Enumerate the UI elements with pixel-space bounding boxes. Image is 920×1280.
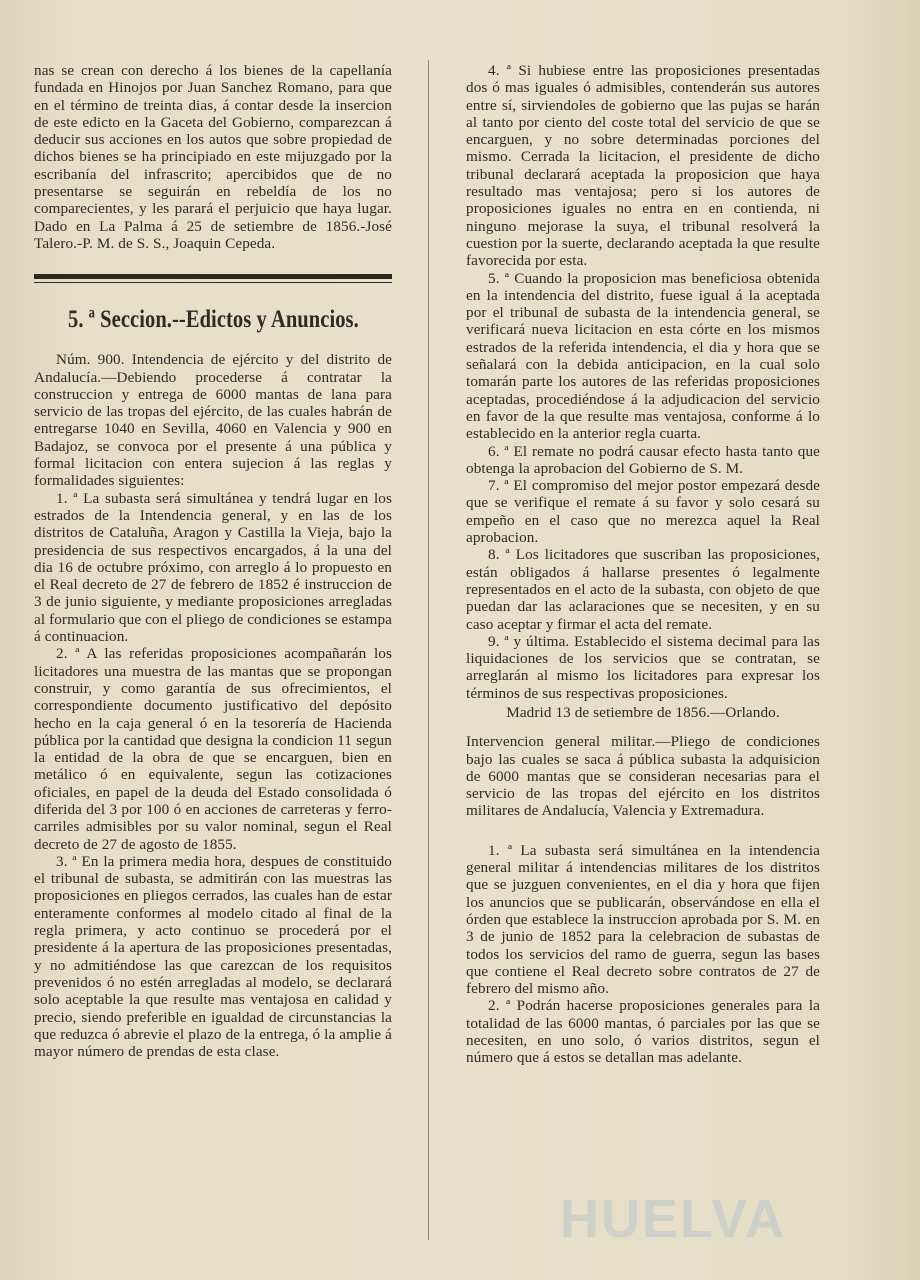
rule-7: 7. ª El compromiso del mejor postor empezará desde que se verifique el remate á su favor y solo cesará su empeño en el caso que no merezca aquel la Real aprobacion. — [466, 477, 820, 547]
conditions-heading: Intervencion general militar.—Pliego de condiciones bajo las cuales se saca á pública subasta la adquisicion de 6000 mantas que se consideran necesarias para el servicio de las tropas del ejército en los distritos militares de Andalucía, Valencia y Extremadura. — [466, 733, 820, 820]
rule-8: 8. ª Los licitadores que suscriban las proposiciones, están obligados á hallarse presentes ó legalmente representados en el acto de la subasta, con objeto de que puedan dar las aclaraciones que se necesiten, y en su caso aceptar y firmar el acta del remate. — [466, 546, 820, 633]
section-rule-thin — [34, 282, 392, 283]
section-title: 5. ª Seccion.--Edictos y Anuncios. — [68, 306, 359, 334]
condition-2: 2. ª Podrán hacerse proposiciones generales para la totalidad de las 6000 mantas, ó parciales por las que se necesiten, en uno solo, ó varios distritos, segun el número que á estos se detallan mas adelante. — [466, 997, 820, 1067]
condition-1: 1. ª La subasta será simultánea en la intendencia general militar á intendencias militares de los distritos que se juzguen convenientes, en el dia y hora que fijen los anuncios que se publicarán, observándose en ella el órden que establece la instruccion aprobada por S. M. en 3 de junio de 1852 para la celebracion de subastas de todos los servicios del ramo de guerra, segun las bases que contiene el Real decreto sobre contratos de 27 de febrero del mismo año. — [466, 841, 820, 998]
rule-9: 9. ª y última. Establecido el sistema decimal para las liquidaciones de los servicios que se contratan, se arreglarán al mismo los licitadores para expresar los términos de sus respectivas proposiciones. — [466, 632, 820, 702]
rule-3: 3. ª En la primera media hora, despues de constituido el tribunal de subasta, se admitirán con las muestras las proposiciones en pliegos cerrados, las cuales han de estar enteramente conformes al modelo citado al final de la regla primera, y acto continuo se procederá por el presidente á la apertura de las proposiciones presentadas, y no admitiéndose las que carezcan de los requisitos prevenidos ó no estén arregladas al modelo, se declarará solo aceptable la que resulte mas ventajosa en calidad y precio, siendo preferible en igualdad de circunstancias la que reduzca ó abrevie el plazo de la entrega, ó la amplie á mayor número de prendas de esta clase. — [34, 852, 392, 1061]
rule-4: 4. ª Si hubiese entre las proposiciones presentadas dos ó mas iguales ó admisibles, contenderán sus autores entre sí, sirviendoles de gobierno que las pujas se harán al tanto por ciento del coste total del servicio de que se encarguen, y no sobre determinadas porciones del mismo. Cerrada la licitacion, el presidente de dicho tribunal declarará aceptada la proposicion que haya resultado mas ventajosa; pero si los autores de proposiciones iguales no entra en en contienda, ni ninguno mejorase la suya, el tribunal resolverá la cuestion por la suerte, declarando aceptada la que resulte favorecida por esta. — [466, 62, 820, 270]
archive-watermark: HUELVA — [560, 1189, 786, 1249]
signature-line: Madrid 13 de setiembre de 1856.—Orlando. — [506, 703, 780, 721]
right-column — [466, 62, 820, 1067]
rule-1: 1. ª La subasta será simultánea y tendrá lugar en los estrados de la Intendencia general, y en las de los distritos de Cataluña, Aragon y Castilla la Vieja, bajo la presidencia de sus respectivos encargados, á la una del dia 16 de octubre próximo, con arreglo á lo propuesto en el Real decreto de 27 de febrero de 1852 é instruccion de 3 de junio siguiente, y mediante proposiciones arregladas al formulario que con el pliego de condiciones se estampa á continuacion. — [34, 489, 392, 646]
column-divider — [428, 60, 429, 1240]
edict-continuation: nas se crean con derecho á los bienes de la capellanía fundada en Hinojos por Juan Sanchez Romano, para que en el término de treinta dias, á contar desde la insercion de este edicto en la Gaceta del Gobierno, comparezcan á deducir sus acciones en los autos que sobre propiedad de dichos bienes se ha principiado en este mijuzgado por la escribanía del infrascrito; apercibidos que de no presentarse se seguirán en rebeldía de los no comparecientes, y les parará el perjuicio que haya lugar. Dado en La Palma á 25 de setiembre de 1856.-José Talero.-P. M. de S. S., Joaquin Cepeda. — [34, 62, 392, 252]
notice-intro: Núm. 900. Intendencia de ejército y del distrito de Andalucía.—Debiendo procederse á contratar la construccion y entrega de 6000 mantas de lana para servicio de las tropas del ejército, de las cuales habrán de entregarse 1040 en Sevilla, 4060 en Valencia y 900 en Badajoz, se convoca por el presente á una pública y formal licitacion con entera sujecion á las reglas y formalidades siguientes: — [34, 351, 392, 490]
rule-2: 2. ª A las referidas proposiciones acompañarán los licitadores una muestra de las mantas que se propongan construir, y como garantía de sus ofrecimientos, el correspondiente documento justificativo del depósito hecho en la caja general ó en la tesorería de Hacienda pública por la cantidad que designa la condicion 11 segun la entidad de la obra de que se encarguen, bien en metálico ó en equivalente, segun las cotizaciones oficiales, en papel de la deuda del Estado consolidada ó diferida del 3 por 100 ó en acciones de carreteras y ferro-carriles admisibles por su valor nominal, segun el Real decreto de 27 de agosto de 1855. — [34, 645, 392, 853]
section-rule-thick — [34, 274, 392, 279]
spacer — [466, 820, 820, 842]
left-column — [34, 62, 392, 1060]
rule-6: 6. ª El remate no podrá causar efecto hasta tanto que obtenga la aprobacion del Gobierno de S. M. — [466, 442, 820, 477]
rule-5: 5. ª Cuando la proposicion mas beneficiosa obtenida en la intendencia del distrito, fuese igual á la aceptada por el tribunal de subasta de la intendencia general, se verificará nueva licitacion en esta córte en los mismos estrados de la referida intendencia, el dia y hora que se señalará con la debida anticipacion, en la cual solo tomarán parte los autores de las referidas proposiciones aceptadas, procediéndose á la adjudicacion del servicio en favor de la que resulte mas ventajosa, conforme á lo establecido en la anterior regla cuarta. — [466, 269, 820, 443]
